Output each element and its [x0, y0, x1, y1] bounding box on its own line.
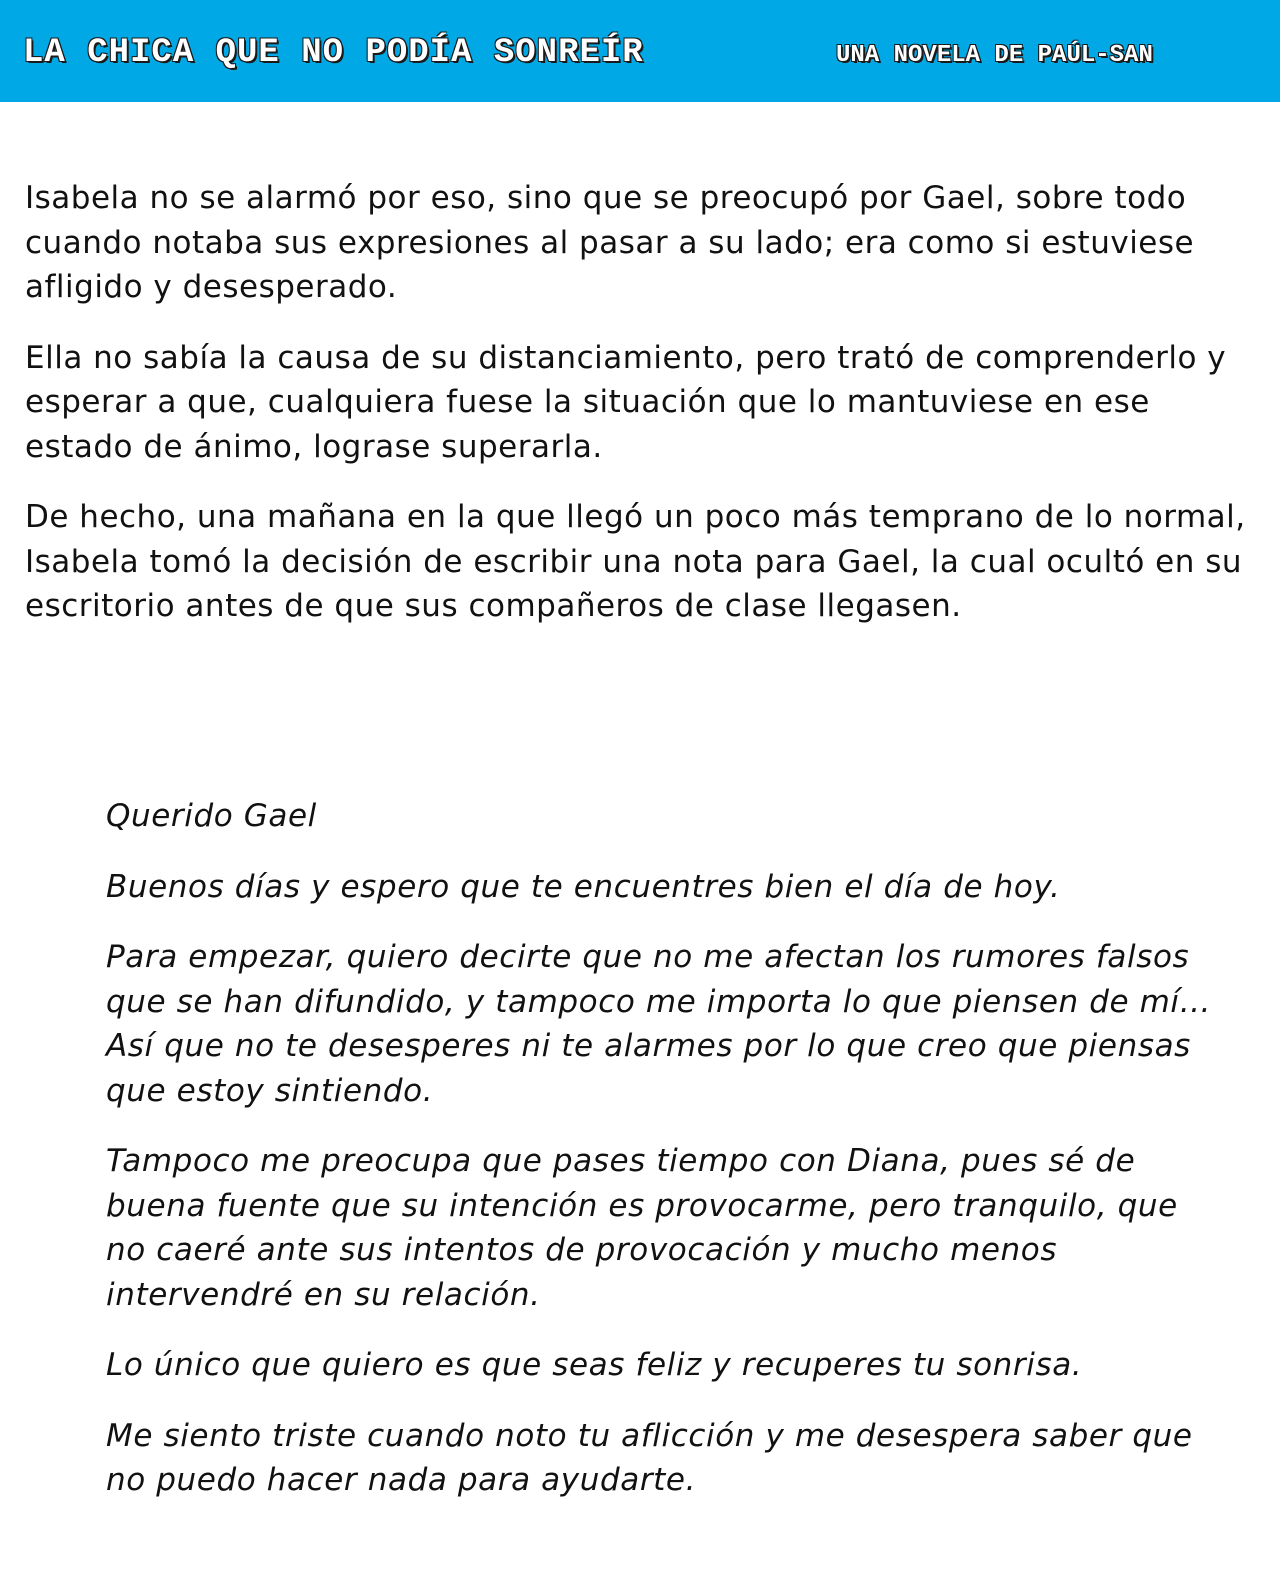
book-author: UNA NOVELA DE PAÚL-SAN — [836, 42, 1153, 69]
letter-paragraph: Me siento triste cuando noto tu aflicción y me desespera saber que no puedo hacer nada para ayudarte. — [106, 1417, 1193, 1498]
letter-note — [106, 794, 1226, 1529]
narrative-paragraph: Ella no sabía la causa de su distanciamiento, pero trató de comprenderlo y esperar a que, cualquiera fuese la situación que lo mantuviese en ese estado de ánimo, lograse superarla. — [25, 339, 1227, 465]
letter-paragraph: Lo único que quiero es que seas feliz y recuperes tu sonrisa. — [106, 1347, 1083, 1383]
narrative-section — [25, 176, 1265, 655]
letter-paragraph: Para empezar, quiero decirte que no me afectan los rumores falsos que se han difundido, y tampoco me importa lo que piensen de mí… Así que no te desesperes ni te alarmes por lo que creo que piensas que estoy sintiendo. — [106, 939, 1212, 1109]
header-bar — [0, 0, 1280, 102]
narrative-paragraph: De hecho, una mañana en la que llegó un poco más temprano de lo normal, Isabela tomó la decisión de escribir una nota para Gael, la cual ocultó en su escritorio antes de que sus compañeros de clase llegasen. — [25, 499, 1246, 624]
letter-paragraph: Tampoco me preocupa que pases tiempo con Diana, pues sé de buena fuente que su intención es provocarme, pero tranquilo, que no caeré ante sus intentos de provocación y mucho menos intervendré en su relación. — [106, 1143, 1178, 1313]
letter-paragraph: Buenos días y espero que te encuentres bien el día de hoy. — [106, 868, 1061, 905]
letter-salutation: Querido Gael — [106, 798, 317, 834]
narrative-paragraph: Isabela no se alarmó por eso, sino que se preocupó por Gael, sobre todo cuando notaba sus expresiones al pasar a su lado; era como si estuviese afligido y desesperado. — [25, 180, 1195, 305]
book-title: LA CHICA QUE NO PODÍA SONREÍR — [23, 34, 644, 72]
